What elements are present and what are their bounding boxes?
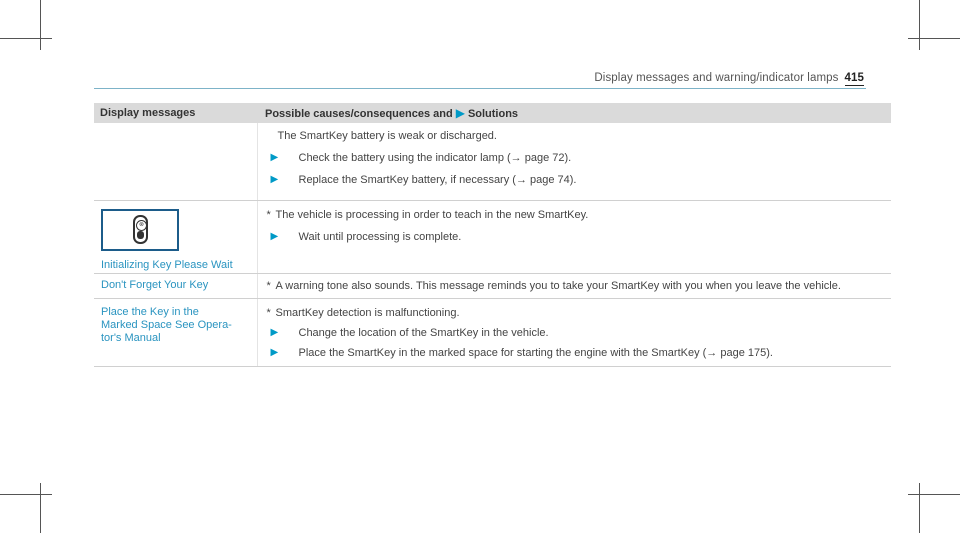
play-arrow-icon: ▶ (270, 174, 279, 185)
crop-mark (908, 494, 960, 495)
cause-text: The SmartKey battery is weak or discharged. (277, 130, 497, 142)
crop-mark (0, 38, 52, 39)
solution-cell (257, 299, 891, 367)
smartkey-icon: ⊗ (101, 209, 179, 251)
display-message: Place the Key in the (101, 306, 199, 318)
table-row (94, 299, 891, 367)
crop-mark (40, 0, 41, 50)
message-cell (94, 299, 257, 367)
list-item: ▶ Replace the SmartKey battery, if necessary (→ page 74). (270, 174, 577, 186)
solution-cell (257, 201, 891, 274)
crop-mark (40, 483, 41, 533)
crop-mark (0, 494, 52, 495)
cause-text: * A warning tone also sounds. This message reminds you to take your SmartKey with you when you leave the vehicle. (266, 280, 841, 292)
list-item: ▶ Place the SmartKey in the marked space for starting the engine with the SmartKey (→ page 175). (270, 347, 773, 359)
message-cell (94, 201, 257, 274)
display-message: Initializing Key Please Wait (101, 259, 233, 271)
display-message: Don't Forget Your Key (101, 279, 209, 291)
message-cell (94, 123, 257, 201)
running-header (594, 72, 864, 84)
play-arrow-icon: ▶ (455, 106, 465, 120)
crop-mark (919, 483, 920, 533)
display-messages-table (94, 103, 891, 367)
table-row (94, 123, 891, 201)
list-item: ▶ Change the location of the SmartKey in the vehicle. (270, 327, 549, 339)
display-message: Marked Space See Opera- (101, 319, 232, 331)
solution-cell (257, 274, 891, 299)
message-cell (94, 274, 257, 299)
play-arrow-icon: ▶ (270, 152, 279, 163)
section-title: Display messages and warning/indicator lamps (594, 72, 839, 84)
list-item: ▶ Wait until processing is complete. (270, 231, 462, 243)
list-item: ▶ Check the battery using the indicator lamp (→ page 72). (270, 152, 572, 164)
play-arrow-icon: ▶ (270, 327, 279, 338)
header-rule (94, 88, 866, 89)
cause-text: * SmartKey detection is malfunctioning. (266, 307, 460, 319)
page-number: 415 (844, 72, 864, 84)
column-header-messages: Display messages (94, 103, 257, 123)
table-header-row (94, 103, 891, 123)
column-header-solutions: Possible causes/consequences and ▶ Solutions (257, 103, 891, 123)
table-row (94, 201, 891, 274)
play-arrow-icon: ▶ (270, 347, 279, 358)
solution-cell (257, 123, 891, 201)
table-row (94, 274, 891, 299)
play-arrow-icon: ▶ (270, 231, 279, 242)
cause-text: * The vehicle is processing in order to teach in the new SmartKey. (266, 209, 589, 221)
crop-mark (919, 0, 920, 50)
crop-mark (908, 38, 960, 39)
display-message: tor's Manual (101, 332, 161, 344)
